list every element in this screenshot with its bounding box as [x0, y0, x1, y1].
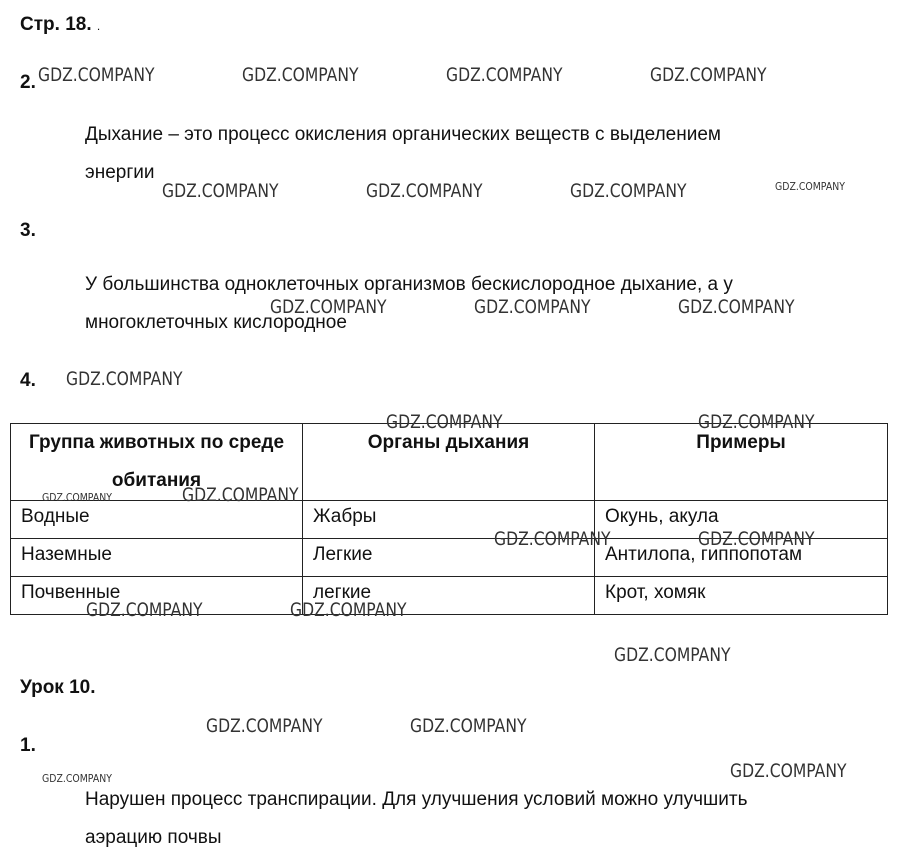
watermark: GDZ.COMPANY [386, 411, 503, 433]
watermark: GDZ.COMPANY [730, 760, 847, 782]
watermark: GDZ.COMPANY [42, 491, 112, 504]
table-cell: Легкие [303, 539, 595, 577]
task-3-line-2: многоклеточных кислородное [85, 312, 347, 333]
table-cell: Наземные [11, 539, 303, 577]
table-cell: легкие [303, 577, 595, 615]
watermark: GDZ.COMPANY [446, 64, 563, 86]
table-cell: Водные [11, 501, 303, 539]
watermark: GDZ.COMPANY [242, 64, 359, 86]
task-2-number: 2. [20, 72, 36, 93]
watermark: GDZ.COMPANY [410, 715, 527, 737]
watermark: GDZ.COMPANY [494, 528, 611, 550]
watermark: GDZ.COMPANY [775, 180, 845, 193]
lesson-task-1-answer [85, 781, 748, 857]
table-header-row [11, 424, 888, 501]
lesson-task-1-number: 1. [20, 735, 36, 756]
watermark: GDZ.COMPANY [366, 180, 483, 202]
watermark: GDZ.COMPANY [42, 772, 112, 785]
table-header-organs: Органы дыхания [303, 424, 595, 501]
lesson-task-1-line-2: аэрацию почвы [85, 827, 222, 848]
watermark: GDZ.COMPANY [650, 64, 767, 86]
watermark: GDZ.COMPANY [86, 599, 203, 621]
watermark: GDZ.COMPANY [698, 528, 815, 550]
watermark: GDZ.COMPANY [270, 296, 387, 318]
watermark: GDZ.COMPANY [678, 296, 795, 318]
watermark: GDZ.COMPANY [290, 599, 407, 621]
task-3-line-1: У большинства одноклеточных организмов бескислородное дыхание, а у [85, 274, 733, 295]
task-4-number: 4. [20, 370, 36, 391]
watermark: GDZ.COMPANY [162, 180, 279, 202]
page-label [20, 14, 100, 36]
watermark: GDZ.COMPANY [474, 296, 591, 318]
watermark: GDZ.COMPANY [182, 484, 299, 506]
table-cell: Крот, хомяк [595, 577, 888, 615]
table-header-group: Группа животных по среде обитания [11, 424, 303, 501]
table-header-examples: Примеры [595, 424, 888, 501]
lesson-title: Урок 10. [20, 677, 96, 698]
table-cell: Почвенные [11, 577, 303, 615]
page-label-text: Стр. 18. [20, 14, 92, 35]
task-2-line-1: Дыхание – это процесс окисления органических веществ с выделением [85, 124, 721, 145]
table-cell: Окунь, акула [595, 501, 888, 539]
task-3-answer [85, 266, 733, 342]
task-2-line-2: энергии [85, 162, 155, 183]
page-label-dot: . [96, 19, 101, 33]
watermark: GDZ.COMPANY [38, 64, 155, 86]
watermark: GDZ.COMPANY [206, 715, 323, 737]
lesson-task-1-line-1: Нарушен процесс транспирации. Для улучшения условий можно улучшить [85, 789, 748, 810]
table-cell: Антилопа, гиппопотам [595, 539, 888, 577]
watermark: GDZ.COMPANY [614, 644, 731, 666]
watermark: GDZ.COMPANY [570, 180, 687, 202]
watermark: GDZ.COMPANY [698, 411, 815, 433]
table-cell: Жабры [303, 501, 595, 539]
watermark: GDZ.COMPANY [66, 368, 183, 390]
respiration-table [10, 423, 888, 615]
task-3-number: 3. [20, 220, 36, 241]
